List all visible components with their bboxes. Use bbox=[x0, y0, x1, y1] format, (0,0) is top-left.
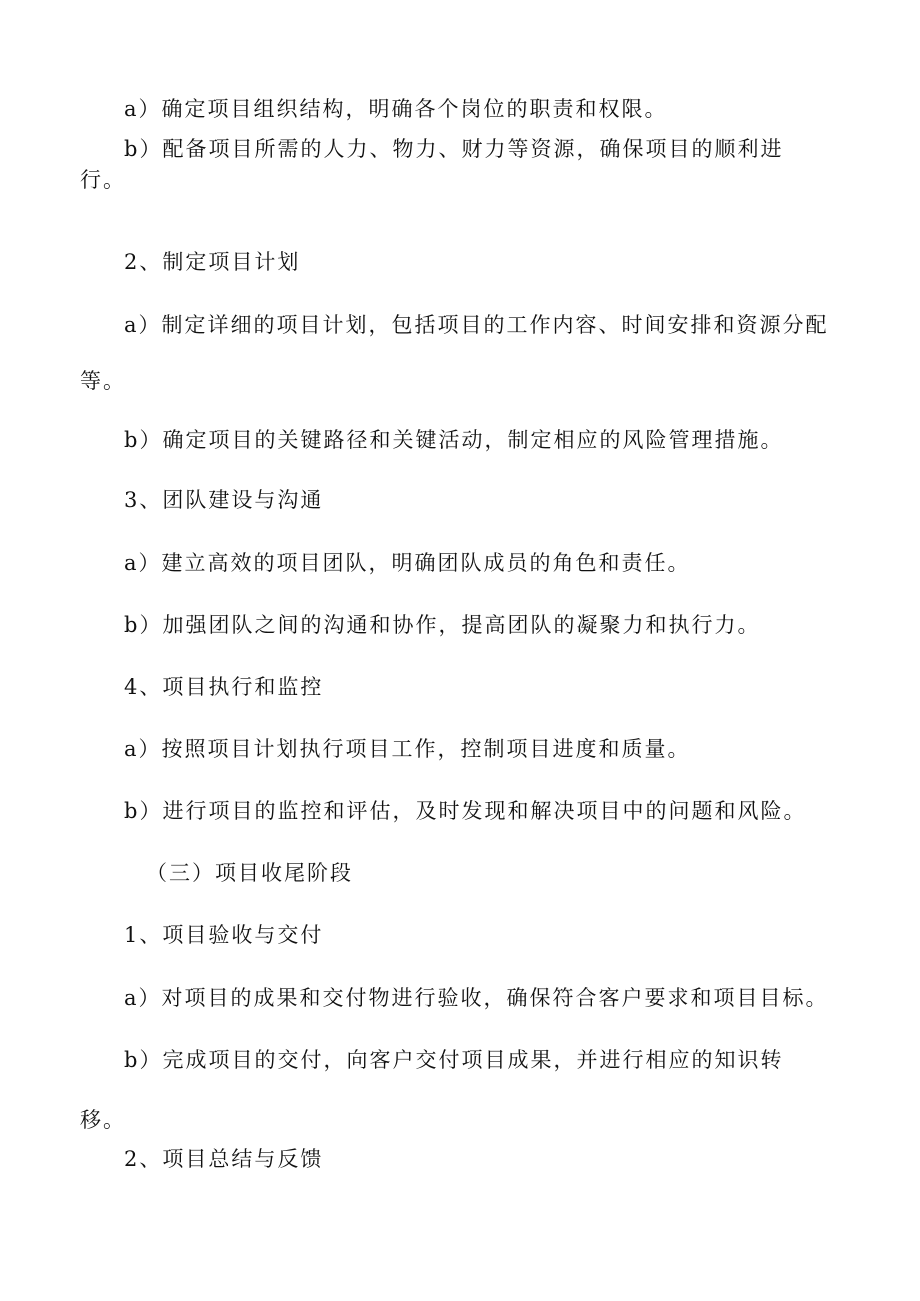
section-heading-summary-feedback: 2、项目总结与反馈 bbox=[124, 1147, 324, 1171]
list-item-delivery: b）完成项目的交付，向客户交付项目成果，并进行相应的知识转 bbox=[124, 1048, 784, 1072]
section-heading-execution-monitoring: 4、项目执行和监控 bbox=[124, 675, 324, 699]
list-item-execute-plan: a）按照项目计划执行项目工作，控制项目进度和质量。 bbox=[124, 737, 691, 761]
list-item-acceptance: a）对项目的成果和交付物进行验收，确保符合客户要求和项目目标。 bbox=[124, 986, 829, 1010]
list-item-team-communication: b）加强团队之间的沟通和协作，提高团队的凝聚力和执行力。 bbox=[124, 613, 761, 637]
list-item-detailed-plan: a）制定详细的项目计划，包括项目的工作内容、时间安排和资源分配 bbox=[124, 313, 829, 337]
section-heading-project-plan: 2、制定项目计划 bbox=[124, 250, 301, 274]
list-item-allocate-resources-continued: 行。 bbox=[80, 168, 126, 192]
list-item-critical-path: b）确定项目的关键路径和关键活动，制定相应的风险管理措施。 bbox=[124, 428, 784, 452]
list-item-assign-roles: a）确定项目组织结构，明确各个岗位的职责和权限。 bbox=[124, 97, 668, 121]
list-item-delivery-continued: 移。 bbox=[80, 1108, 126, 1132]
list-item-build-team: a）建立高效的项目团队，明确团队成员的角色和责任。 bbox=[124, 551, 691, 575]
section-heading-acceptance-delivery: 1、项目验收与交付 bbox=[124, 923, 324, 947]
list-item-monitor-evaluate: b）进行项目的监控和评估，及时发现和解决项目中的问题和风险。 bbox=[124, 799, 807, 823]
section-heading-team-building: 3、团队建设与沟通 bbox=[124, 488, 324, 512]
chapter-heading-closing-phase: （三）项目收尾阶段 bbox=[146, 861, 353, 885]
list-item-detailed-plan-continued: 等。 bbox=[80, 369, 126, 393]
list-item-allocate-resources: b）配备项目所需的人力、物力、财力等资源，确保项目的顺利进 bbox=[124, 137, 784, 161]
